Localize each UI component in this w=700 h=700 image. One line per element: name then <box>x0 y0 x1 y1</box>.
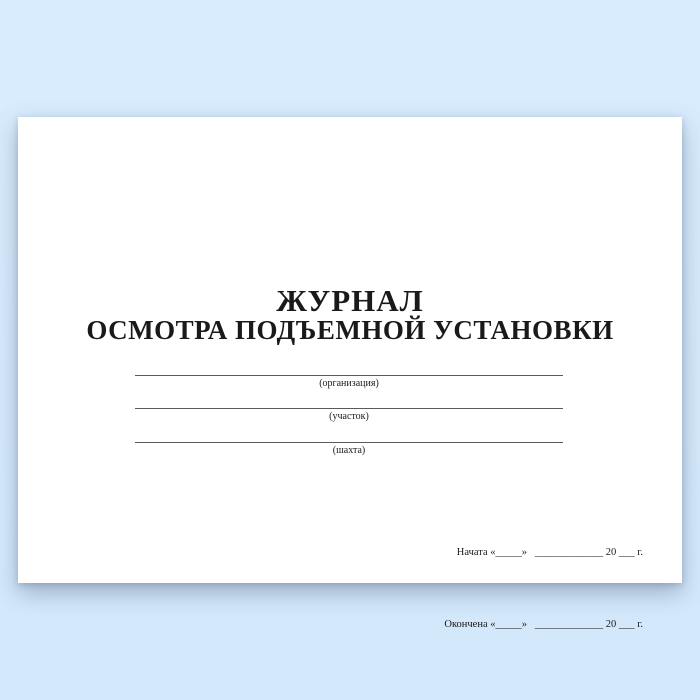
field-organization <box>135 375 563 390</box>
date-block <box>444 493 643 685</box>
field-organization-label: (организация) <box>319 378 379 389</box>
date-finished-row: Окончена «_____» _____________ 20 ___ г. <box>444 619 643 630</box>
journal-title: ЖУРНАЛ <box>276 283 424 318</box>
journal-cover-page <box>18 117 682 630</box>
field-mine <box>135 442 563 457</box>
date-started-row: Начата «_____» _____________ 20 ___ г. <box>456 547 643 558</box>
field-section <box>135 408 563 423</box>
field-section-label: (участок) <box>329 411 369 422</box>
journal-subtitle: ОСМОТРА ПОДЪЕМНОЙ УСТАНОВКИ <box>86 315 614 345</box>
field-mine-label: (шахта) <box>332 445 366 456</box>
